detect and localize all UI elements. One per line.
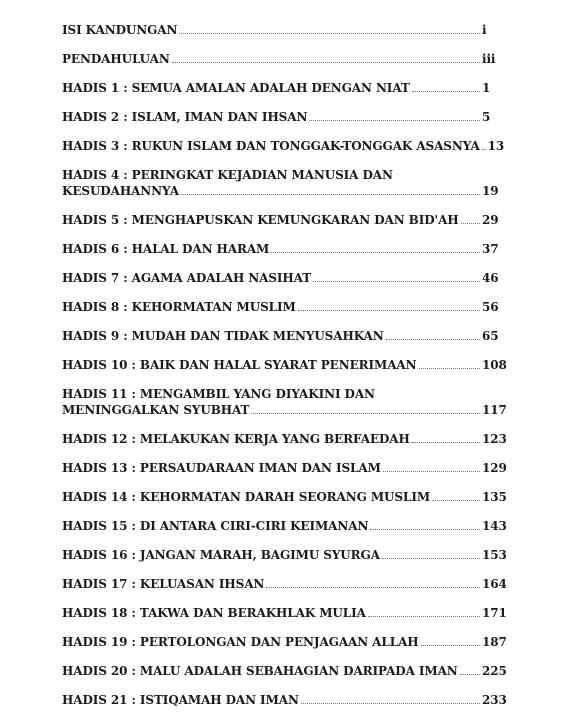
toc-entry-title-line1: HADIS 11 : MENGAMBIL YANG DIYAKINI DAN	[62, 387, 375, 401]
toc-entry-page: 13	[487, 139, 505, 153]
toc-entry[interactable]	[62, 270, 512, 286]
toc-entry[interactable]	[62, 692, 512, 708]
toc-entry-page: 123	[482, 432, 507, 446]
table-of-contents	[62, 22, 512, 721]
toc-entry-title: HADIS 2 : ISLAM, IMAN DAN IHSAN	[62, 110, 308, 124]
toc-entry[interactable]	[62, 518, 512, 534]
toc-entry[interactable]	[62, 663, 512, 679]
toc-entry-page: 171	[482, 606, 507, 620]
toc-entry[interactable]	[62, 138, 512, 154]
leader-dots	[181, 194, 480, 195]
leader-dots	[309, 120, 480, 121]
toc-entry-title: HADIS 10 : BAIK DAN HALAL SYARAT PENERIMAAN	[62, 358, 417, 372]
toc-entry-title: HADIS 18 : TAKWA DAN BERAKHLAK MULIA	[62, 606, 366, 620]
toc-entry[interactable]	[62, 357, 512, 373]
toc-entry[interactable]	[62, 576, 512, 592]
toc-entry[interactable]	[62, 386, 512, 418]
toc-entry-title: HADIS 12 : MELAKUKAN KERJA YANG BERFAEDAH	[62, 432, 410, 446]
toc-entry-title: HADIS 9 : MUDAH DAN TIDAK MENYUSAHKAN	[62, 329, 384, 343]
toc-entry-title: HADIS 8 : KEHORMATAN MUSLIM	[62, 300, 296, 314]
toc-entry[interactable]	[62, 51, 512, 67]
leader-dots	[421, 645, 480, 646]
toc-entry-title: HADIS 15 : DI ANTARA CIRI-CIRI KEIMANAN	[62, 519, 369, 533]
leader-dots	[382, 558, 480, 559]
leader-dots	[460, 674, 480, 675]
toc-entry-title: PENDAHULUAN	[62, 52, 170, 66]
toc-entry-title: HADIS 3 : RUKUN ISLAM DAN TONGGAK-TONGGAK ASASNYA	[62, 139, 480, 153]
leader-dots	[172, 62, 480, 63]
toc-entry-page: 187	[482, 635, 507, 649]
leader-dots	[298, 310, 480, 311]
toc-entry-page: 164	[482, 577, 507, 591]
toc-entry-page: 225	[482, 664, 507, 678]
toc-entry-title: HADIS 19 : PERTOLONGAN DAN PENJAGAAN ALLAH	[62, 635, 419, 649]
toc-entry[interactable]	[62, 299, 512, 315]
toc-entry-title: HADIS 21 : ISTIQAMAH DAN IMAN	[62, 693, 299, 707]
leader-dots	[412, 442, 480, 443]
toc-entry-title: HADIS 14 : KEHORMATAN DARAH SEORANG MUSLIM	[62, 490, 431, 504]
toc-entry-title: HADIS 13 : PERSAUDARAAN IMAN DAN ISLAM	[62, 461, 381, 475]
toc-entry[interactable]	[62, 167, 512, 199]
toc-entry-page: 19	[482, 184, 499, 198]
toc-entry-page: i	[482, 23, 487, 37]
toc-entry-title: MENINGGALKAN SYUBHAT	[62, 403, 250, 417]
toc-entry[interactable]	[62, 547, 512, 563]
toc-entry[interactable]	[62, 460, 512, 476]
leader-dots	[179, 33, 480, 34]
toc-entry[interactable]	[62, 431, 512, 447]
toc-entry[interactable]	[62, 109, 512, 125]
leader-dots	[419, 368, 481, 369]
leader-dots	[251, 413, 480, 414]
toc-entry-title: HADIS 5 : MENGHAPUSKAN KEMUNGKARAN DAN BID'AH	[62, 213, 459, 227]
leader-dots	[461, 223, 480, 224]
toc-entry-title: HADIS 20 : MALU ADALAH SEBAHAGIAN DARIPADA IMAN	[62, 664, 458, 678]
toc-entry[interactable]	[62, 22, 512, 38]
toc-entry[interactable]	[62, 212, 512, 228]
toc-entry-page: 56	[482, 300, 499, 314]
leader-dots	[313, 281, 480, 282]
toc-entry-page: 233	[482, 693, 507, 707]
toc-entry[interactable]	[62, 328, 512, 344]
toc-entry-page: 153	[482, 548, 507, 562]
toc-entry-title: HADIS 6 : HALAL DAN HARAM	[62, 242, 270, 256]
toc-entry-title: HADIS 17 : KELUASAN IHSAN	[62, 577, 265, 591]
toc-entry-page: 108	[482, 358, 507, 372]
toc-entry-title: KESUDAHANNYA	[62, 184, 179, 198]
toc-entry[interactable]	[62, 634, 512, 650]
toc-entry-page: 65	[482, 329, 499, 343]
toc-entry-page: 5	[482, 110, 491, 124]
leader-dots	[432, 500, 480, 501]
leader-dots	[266, 587, 480, 588]
toc-entry[interactable]	[62, 241, 512, 257]
leader-dots	[482, 149, 486, 150]
toc-entry-page: 117	[482, 403, 507, 417]
toc-entry-page: 46	[482, 271, 499, 285]
leader-dots	[271, 252, 480, 253]
toc-entry-title: HADIS 7 : AGAMA ADALAH NASIHAT	[62, 271, 312, 285]
leader-dots	[412, 91, 480, 92]
toc-entry-page: 129	[482, 461, 507, 475]
toc-entry-page: 29	[482, 213, 499, 227]
toc-entry-page: iii	[482, 52, 496, 66]
toc-entry-title: ISI KANDUNGAN	[62, 23, 178, 37]
toc-entry-page: 135	[482, 490, 507, 504]
leader-dots	[301, 703, 480, 704]
toc-entry[interactable]	[62, 489, 512, 505]
toc-entry-page: 1	[482, 81, 491, 95]
toc-entry-title-line1: HADIS 4 : PERINGKAT KEJADIAN MANUSIA DAN	[62, 168, 393, 182]
toc-entry[interactable]	[62, 80, 512, 96]
toc-entry-page: 37	[482, 242, 499, 256]
leader-dots	[368, 616, 480, 617]
toc-entry[interactable]	[62, 605, 512, 621]
toc-entry-page: 143	[482, 519, 507, 533]
leader-dots	[370, 529, 480, 530]
toc-entry-title: HADIS 1 : SEMUA AMALAN ADALAH DENGAN NIAT	[62, 81, 410, 95]
leader-dots	[386, 339, 480, 340]
toc-entry-title: HADIS 16 : JANGAN MARAH, BAGIMU SYURGA	[62, 548, 380, 562]
leader-dots	[383, 471, 480, 472]
